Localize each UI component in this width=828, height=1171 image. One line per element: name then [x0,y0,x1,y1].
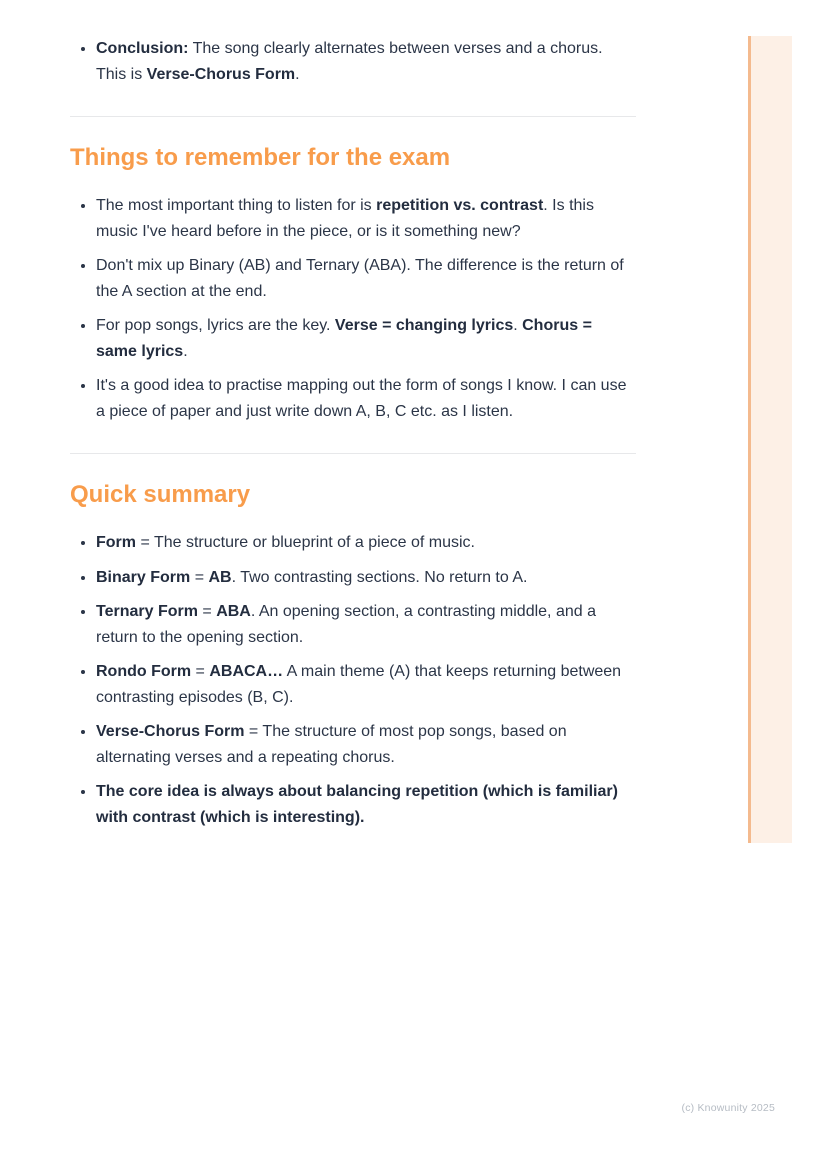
bullet-text: A main theme (A) that keeps returning between contrasting episodes (B, C). [96,663,622,706]
quick-summary-bullet-list [70,530,636,830]
bullet-item [96,565,636,591]
bullet-item [96,599,636,650]
bullet-item [96,253,636,304]
bullet-text: The most important thing to listen for is [96,197,377,214]
bullet-text-bold: Binary Form [96,568,191,586]
bullet-text-bold: Verse-Chorus Form [146,65,296,83]
bullet-item [96,719,636,770]
bullet-text: = [190,568,209,586]
bullet-text-bold: Form [96,534,136,551]
conclusion-bullet-list [70,36,636,87]
bullet-item [96,193,636,244]
bullet-text-bold: AB [208,568,232,586]
exam-tips-section [70,144,636,424]
bullet-item [96,313,636,364]
bullet-text: . [513,317,523,334]
exam-tips-heading: Things to remember for the exam [70,144,451,171]
quick-summary-section [70,481,636,830]
bullet-text-bold: Verse-Chorus Form [96,723,245,740]
section-divider [70,116,636,117]
bullet-text-bold: Ternary Form [96,603,198,620]
bullet-text: . An opening section, a contrasting middle, and a return to the opening section. [96,603,596,646]
bullet-text-bold: ABACA… [209,663,284,680]
bullet-text: . [183,342,188,360]
bullet-text: For pop songs, lyrics are the key. [96,317,335,334]
bullet-text: = [197,603,217,620]
quick-summary-heading: Quick summary [70,481,251,508]
bullet-item [96,530,636,556]
copyright-text: (c) Knowunity 2025 [681,1102,775,1114]
section-divider [70,453,636,454]
bullet-text: = [191,663,210,680]
bullet-text: = The structure or blueprint of a piece of music. [136,534,475,551]
bullet-text: Don't mix up Binary (AB) and Ternary (ABA). The difference is the return of the A section at the end. [96,257,624,300]
bullet-text-bold: The core idea is always about balancing repetition (which is familiar) with contrast (which is interesting). [96,783,618,826]
bullet-text: . Two contrasting sections. No return to A. [231,568,528,586]
bullet-text-bold: Conclusion: [96,40,189,57]
side-accent-bar [748,36,792,843]
conclusion-section [70,36,636,87]
bullet-item [96,779,636,830]
bullet-text: = The structure of most pop songs, based on alternating verses and a repeating chorus. [96,723,567,766]
bullet-text: The song clearly alternates between verses and a chorus. This is [96,40,603,83]
bullet-text: . [295,65,300,83]
bullet-item [96,36,636,87]
bullet-text-bold: ABA [216,603,251,620]
bullet-text: . Is this music I've heard before in the piece, or is it something new? [96,197,594,240]
bullet-item [96,373,636,424]
document-page [70,36,636,839]
bullet-text: It's a good idea to practise mapping out the form of songs I know. I can use a piece of paper and just write down A, B, C etc. as I listen. [96,377,627,420]
bullet-item [96,659,636,710]
bullet-text-bold: Chorus = same lyrics [96,317,592,360]
bullet-text-bold: Verse = changing lyrics [334,317,514,334]
bullet-text-bold: repetition vs. contrast [376,197,544,214]
bullet-text-bold: Rondo Form [96,663,192,680]
exam-tips-bullet-list [70,193,636,424]
